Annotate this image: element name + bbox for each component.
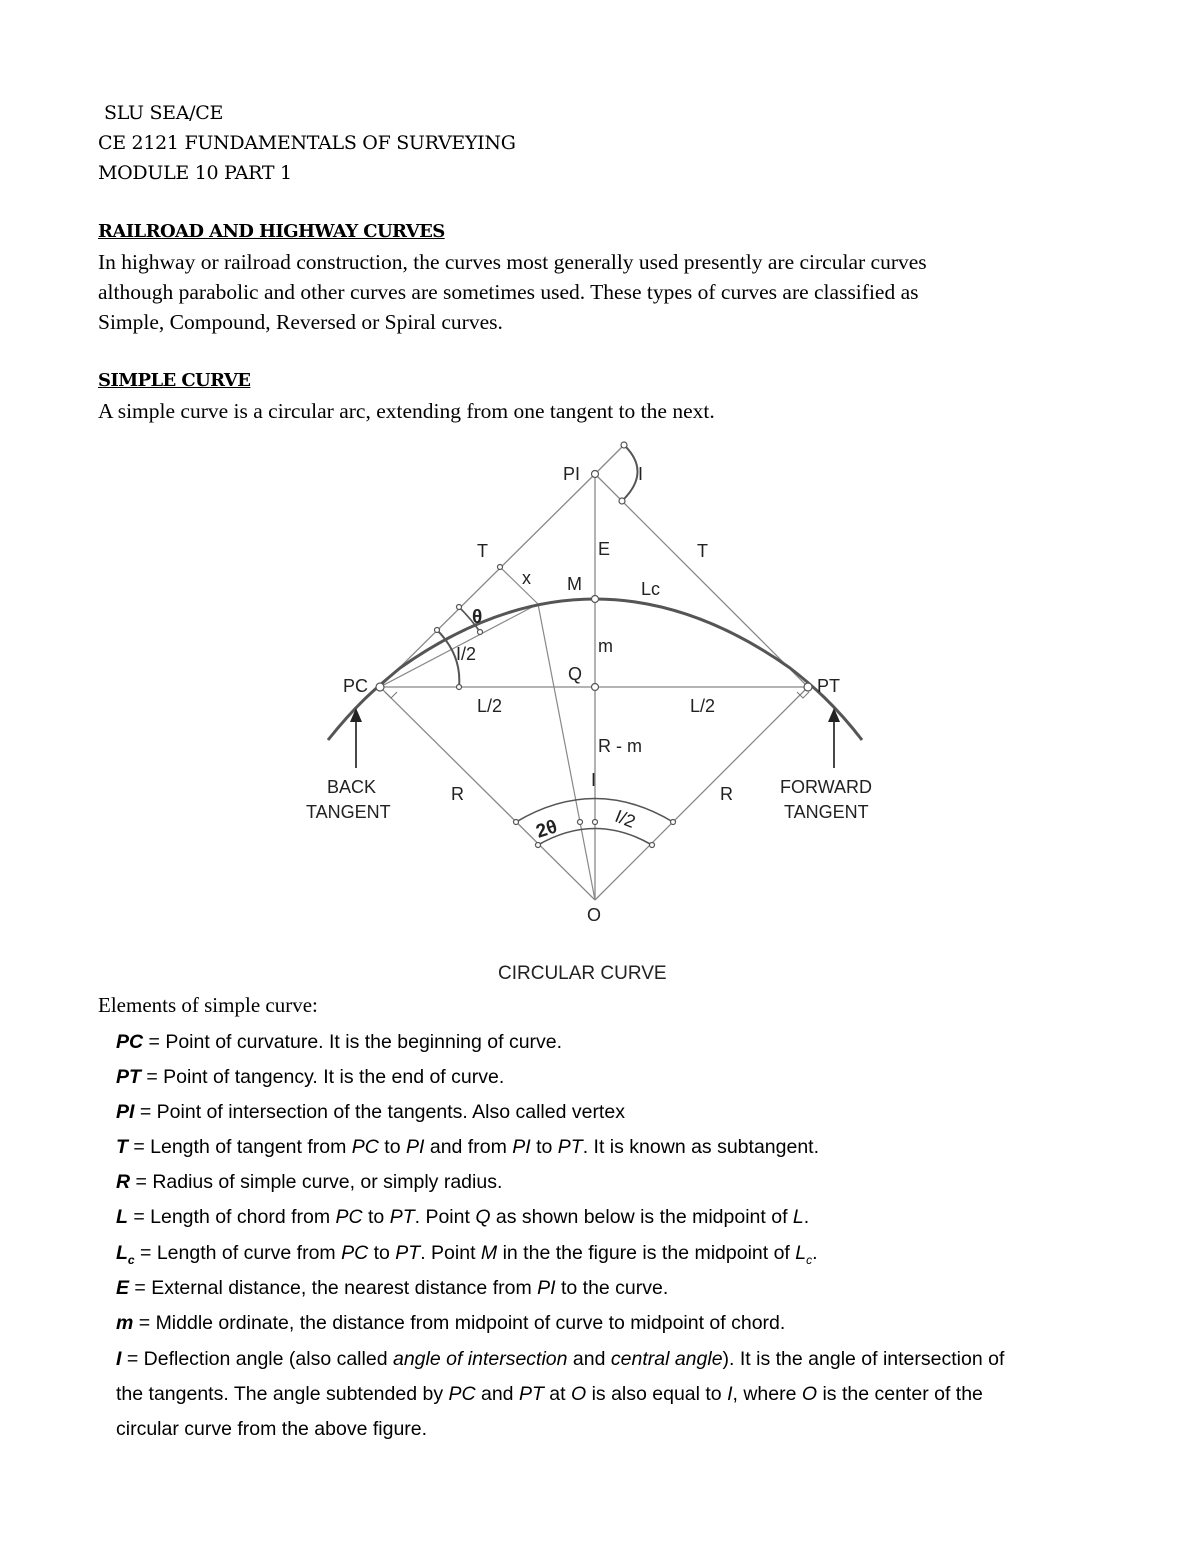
paragraph-line: In highway or railroad construction, the curves most generally used presently are circular curves xyxy=(98,250,927,274)
deflection-angle-arc xyxy=(622,445,638,501)
offset-x-line xyxy=(500,567,538,604)
symbol: PT xyxy=(116,1066,141,1088)
ref: PC xyxy=(448,1383,476,1405)
circular-curve-diagram xyxy=(0,430,1200,990)
label-theta: θ xyxy=(472,607,483,628)
ref: M xyxy=(480,1242,498,1264)
label-deflection-angle: I xyxy=(638,464,644,484)
label-tangent-right: T xyxy=(697,541,708,561)
text: to xyxy=(378,1136,406,1158)
definition-pi xyxy=(116,1095,625,1130)
ref: PT xyxy=(389,1206,415,1228)
half-angle-point-a xyxy=(435,628,440,633)
ref: PC xyxy=(341,1242,369,1264)
label-forward: FORWARD xyxy=(780,777,872,797)
definition-text: Point of intersection of the tangents. Also called vertex xyxy=(156,1101,625,1123)
pc-point xyxy=(376,683,384,691)
center-arc-point-b xyxy=(671,820,676,825)
text: to xyxy=(368,1242,396,1264)
tangent-point xyxy=(619,498,625,504)
label-back: BACK xyxy=(327,777,377,797)
symbol: PI xyxy=(116,1101,135,1123)
text: the tangents. The angle subtended by xyxy=(116,1383,449,1405)
elements-heading: Elements of simple curve: xyxy=(98,993,318,1017)
center-arc-point-c xyxy=(578,820,583,825)
text: = Middle ordinate, the distance from midpoint of curve to midpoint of chord. xyxy=(133,1312,786,1334)
center-arc-point-d xyxy=(593,820,598,825)
simple-curve-definition xyxy=(98,396,1098,426)
radius-right xyxy=(595,687,808,900)
text: . It is known as subtangent. xyxy=(582,1136,820,1158)
ref: O xyxy=(570,1383,587,1405)
symbol: I xyxy=(116,1348,122,1370)
paragraph-line: although parabolic and other curves are sometimes used. These types of curves are classified as xyxy=(98,280,919,304)
text: . Point xyxy=(414,1206,476,1228)
text: . xyxy=(812,1242,818,1264)
text: and xyxy=(475,1383,519,1405)
definition-e xyxy=(116,1271,668,1306)
paragraph-line: Simple, Compound, Reversed or Spiral curves. xyxy=(98,310,503,334)
ref: PC xyxy=(351,1136,379,1158)
center-inner-point-b xyxy=(650,843,655,848)
equals: = xyxy=(143,1031,166,1053)
text: . xyxy=(803,1206,810,1228)
ref: L xyxy=(795,1242,807,1264)
forward-tangent-line xyxy=(595,474,808,687)
label-curve-length: Lc xyxy=(641,579,661,599)
definition-text: Point of curvature. It is the beginning of curve. xyxy=(165,1031,563,1053)
symbol: E xyxy=(116,1277,130,1299)
section-title-simple-curve: SIMPLE CURVE xyxy=(98,370,251,391)
label-radius-right: R xyxy=(720,784,733,804)
text: = External distance, the nearest distance from xyxy=(129,1277,538,1299)
half-angle-point-b xyxy=(457,685,462,690)
section-paragraph-curves xyxy=(98,247,1098,337)
text: = Deflection angle (also called xyxy=(121,1348,393,1370)
label-pi: PI xyxy=(563,464,581,484)
ref: PT xyxy=(518,1383,544,1405)
label-r-minus-m: R - m xyxy=(598,736,642,756)
theta-point-b xyxy=(478,630,483,635)
pi-point xyxy=(592,471,599,478)
ref: PI xyxy=(537,1277,556,1299)
ref: PC xyxy=(335,1206,363,1228)
label-pt: PT xyxy=(817,676,841,696)
label-radius-left: R xyxy=(451,784,464,804)
text: to xyxy=(530,1136,558,1158)
text: is the center of the xyxy=(817,1383,983,1405)
center-arc-point-a xyxy=(514,820,519,825)
label-q: Q xyxy=(568,664,583,684)
text: to the curve. xyxy=(555,1277,669,1299)
definition-t xyxy=(116,1130,819,1165)
text: , where xyxy=(732,1383,802,1405)
ref: PI xyxy=(512,1136,531,1158)
text: in the the figure is the midpoint of xyxy=(497,1242,796,1264)
ref: L xyxy=(792,1206,804,1228)
symbol: PC xyxy=(116,1031,144,1053)
label-middle-ordinate: m xyxy=(598,636,613,656)
center-inner-point-a xyxy=(536,843,541,848)
label-back-tangent: TANGENT xyxy=(306,802,391,822)
m-point xyxy=(592,596,599,603)
label-center-angle: I xyxy=(591,770,597,790)
label-forward-tangent: TANGENT xyxy=(784,802,869,822)
definition-text: Point of tangency. It is the end of curve. xyxy=(163,1066,505,1088)
text: = Length of curve from xyxy=(134,1242,342,1264)
radius-left xyxy=(380,687,595,900)
tangent-ext-point xyxy=(621,442,627,448)
ref: I xyxy=(727,1383,733,1405)
text: = Length of chord from xyxy=(127,1206,336,1228)
label-x: x xyxy=(522,568,531,588)
text: = Length of tangent from xyxy=(127,1136,352,1158)
back-tangent-line xyxy=(380,474,595,687)
label-tangent-left: T xyxy=(477,541,488,561)
offset-point xyxy=(498,565,503,570)
label-half-chord-left: L/2 xyxy=(477,696,503,716)
q-point xyxy=(592,684,599,691)
ref: Q xyxy=(475,1206,491,1228)
ref: O xyxy=(801,1383,818,1405)
subscript: c xyxy=(127,1252,135,1267)
header-institution: SLU SEA/CE xyxy=(104,102,224,124)
symbol: L xyxy=(116,1242,128,1264)
header-course: CE 2121 FUNDAMENTALS OF SURVEYING xyxy=(98,132,516,154)
ref: central angle xyxy=(610,1348,723,1370)
symbol: R xyxy=(116,1171,131,1193)
definition-l xyxy=(116,1200,809,1235)
text: at xyxy=(543,1383,571,1405)
text: to xyxy=(362,1206,390,1228)
definition-pt xyxy=(116,1060,504,1095)
symbol: m xyxy=(116,1312,134,1334)
text: = Radius of simple curve, or simply radius. xyxy=(130,1171,503,1193)
definition-i-line2 xyxy=(116,1377,983,1412)
text: ). It is the angle of intersection of xyxy=(722,1348,1005,1370)
definition-i-line3: circular curve from the above figure. xyxy=(116,1418,428,1440)
text: is also equal to xyxy=(586,1383,728,1405)
symbol: L xyxy=(116,1206,128,1228)
section-title-curves: RAILROAD AND HIGHWAY CURVES xyxy=(98,221,445,242)
text: and xyxy=(567,1348,611,1370)
figure-caption: CIRCULAR CURVE xyxy=(498,963,667,984)
symbol: T xyxy=(116,1136,128,1158)
ref: PT xyxy=(395,1242,421,1264)
pt-point xyxy=(804,683,812,691)
definition-m xyxy=(116,1306,785,1341)
paragraph-line: A simple curve is a circular arc, extending from one tangent to the next. xyxy=(98,399,715,423)
label-external: E xyxy=(598,539,611,559)
equals: = xyxy=(134,1101,157,1123)
definition-r xyxy=(116,1165,502,1200)
definition-pc xyxy=(116,1025,562,1060)
tangent-extension xyxy=(595,445,624,474)
label-m-point: M xyxy=(567,574,582,594)
label-two-theta: 2θ xyxy=(533,816,560,843)
label-half-angle-center: I/2 xyxy=(612,805,639,832)
definition-i xyxy=(116,1342,1004,1377)
ref: PT xyxy=(557,1136,583,1158)
ref: angle of intersection xyxy=(392,1348,568,1370)
label-pc: PC xyxy=(343,676,369,696)
ref: PI xyxy=(406,1136,425,1158)
radius-to-point xyxy=(538,604,595,900)
text: and from xyxy=(424,1136,513,1158)
label-half-chord-right: L/2 xyxy=(690,696,716,716)
subscript: c xyxy=(806,1252,813,1267)
text: . Point xyxy=(420,1242,481,1264)
text: as shown below is the midpoint of xyxy=(490,1206,793,1228)
label-half-angle: I/2 xyxy=(456,644,477,664)
theta-point-a xyxy=(457,605,462,610)
header-module: MODULE 10 PART 1 xyxy=(98,162,292,184)
label-center-o: O xyxy=(587,905,602,925)
equals: = xyxy=(140,1066,164,1088)
